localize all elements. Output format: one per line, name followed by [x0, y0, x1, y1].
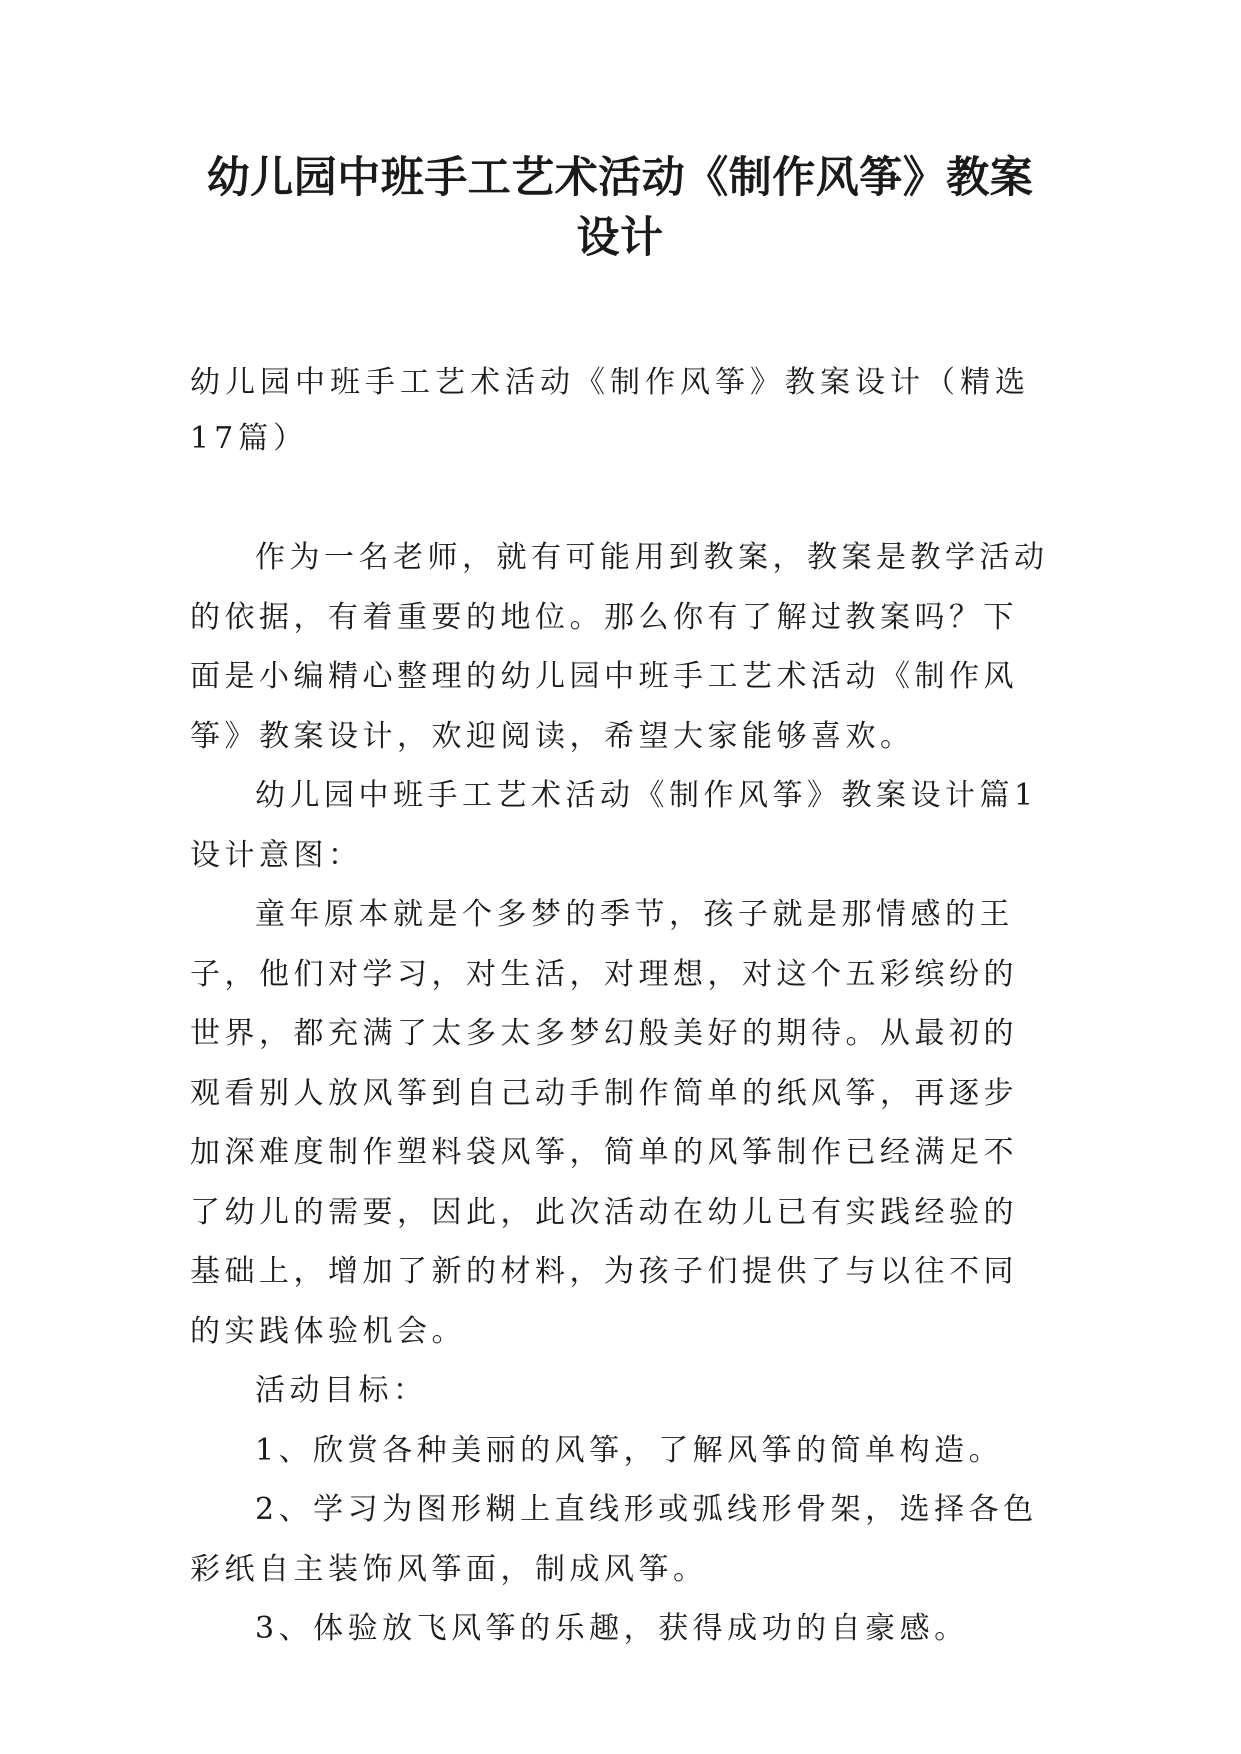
- objective-item: 2、学习为图形糊上直线形或弧线形骨架，选择各色彩纸自主装饰风筝面，制成风筝。: [190, 1492, 1038, 1587]
- objective-item: 3、体验放飞风筝的乐趣，获得成功的自豪感。: [255, 1611, 969, 1646]
- document-subtitle: 幼儿园中班手工艺术活动《制作风筝》教案设计（精选17篇）: [190, 365, 1030, 456]
- document-body: [190, 528, 1050, 1659]
- design-intent-label: 设计意图：: [190, 837, 363, 873]
- objective-item: 1、欣赏各种美丽的风筝，了解风筝的简单构造。: [255, 1432, 1004, 1468]
- intro-paragraph: 作为一名老师，就有可能用到教案，教案是教学活动的依据，有着重要的地位。那么你有了解过教案吗？下面是小编精心整理的幼儿园中班手工艺术活动《制作风筝》教案设计，欢迎阅读，希望大家能够喜欢。: [190, 540, 1049, 754]
- document-title: 幼儿园中班手工艺术活动《制作风筝》教案设计: [206, 153, 1034, 263]
- design-intent-paragraph: 童年原本就是个多梦的季节，孩子就是那情感的王子，他们对学习，对生活，对理想，对这个五彩缤纷的世界，都充满了太多太多梦幻般美好的期待。从最初的观看别人放风筝到自己动手制作简单的纸风筝，再逐步加深难度制作塑料袋风筝，简单的风筝制作已经满足不了幼儿的需要，因此，此次活动在幼儿已有实践经验的基础上，增加了新的材料，为孩子们提供了与以往不同的实践体验机会。: [190, 897, 1018, 1349]
- objectives-label: 活动目标：: [255, 1373, 428, 1408]
- section-heading: 幼儿园中班手工艺术活动《制作风筝》教案设计篇1: [255, 778, 1038, 813]
